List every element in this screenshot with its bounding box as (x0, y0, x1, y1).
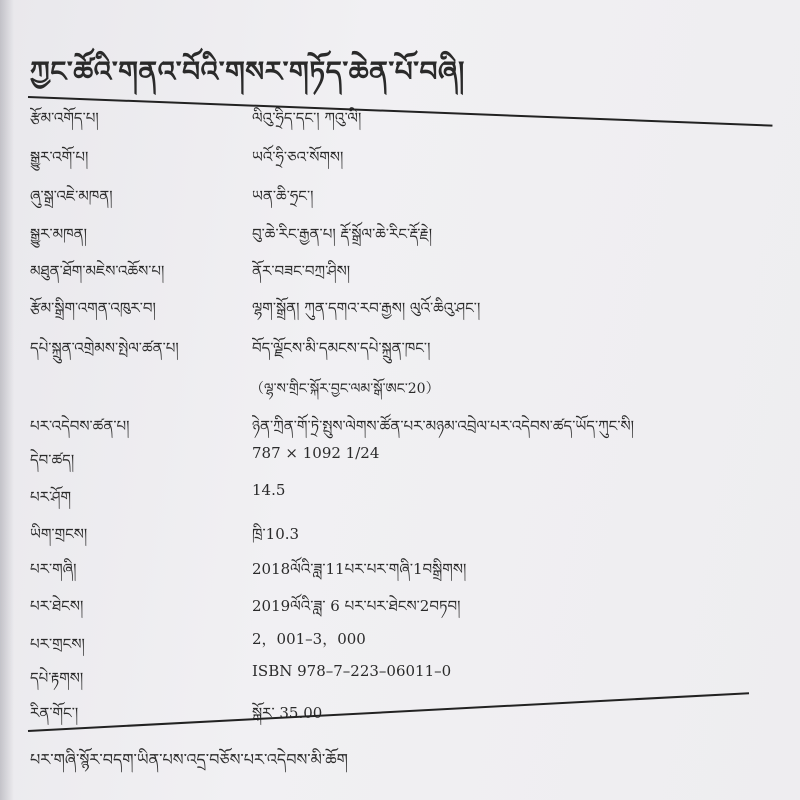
colophon-row-printer (30, 410, 780, 440)
colophon-row-responsible-editors (30, 292, 780, 322)
row-label: དཔེ་སྐྲུན་འགྲེམས་སྤེལ་ཚན་པ། (30, 339, 179, 357)
row-value: ནོར་བཟང་བཀྲ་ཤིས། (252, 262, 351, 280)
row-label: མཐུན་ཐོག་མཇེས་འཆོས་པ། (30, 262, 165, 280)
row-label: རིན་གོང་། (30, 704, 79, 722)
row-value: ISBN 978–7–223–06011–0 (252, 662, 452, 680)
colophon-row-isbn (30, 662, 780, 692)
copyright-notice: པར་གཞི་སྙོར་བདག་ཡིན་པས་འདྲ་བཅོས་པར་འདེབས་མི་ཆོག (30, 750, 348, 769)
row-label: ཡིག་གྲངས། (30, 525, 88, 543)
colophon-row-publisher (30, 332, 780, 362)
row-value: 787 × 1092 1/24 (252, 444, 380, 462)
colophon-row-printing (30, 590, 780, 620)
book-title: ཀྱང་ཚོའི་གནའ་བོའི་གསར་གཏོད་ཆེན་པོ་བཞི། (30, 55, 465, 88)
row-label: པར་འདེབས་ཚན་པ། (30, 417, 130, 435)
row-value: བོད་ལྗོངས་མི་དམངས་དཔེ་སྐྲུན་ཁང་། (252, 339, 431, 357)
row-label: པར་ཐེངས། (30, 597, 84, 615)
colophon-row-format (30, 444, 780, 474)
row-value: 2019ལོའི་ཟླ་ 6 པར་པར་ཐེངས་2བཏབ། (252, 597, 461, 615)
row-label: དཔེ་རྟགས། (30, 669, 84, 687)
row-value: ལྷག་སྒྲོན། ཀུན་དགའ་རབ་རྒྱས། ལུའོ་ཆིའུ་ཤང་། (252, 299, 481, 317)
row-value: ཡན་ཆི་ཧྲང་། (252, 187, 314, 205)
row-value: ཁྲི་10.3 (252, 525, 300, 543)
colophon-row-sheets (30, 481, 780, 511)
row-value: བུ་ཆེ་རིང་རྒྱན་པ། རྡོ་སྒྲོལ་ཆེ་རིང་རྡོ་རྗེ། (252, 225, 433, 243)
row-label: སྒྱུར་འགོ་པ། (30, 148, 89, 166)
row-label: རྩོམ་སྒྲིག་འགན་འཁུར་བ། (30, 299, 156, 317)
colophon-row-author (30, 102, 780, 132)
row-label: རྩོམ་འགོད་པ། (30, 109, 99, 127)
colophon-row-edition (30, 553, 780, 583)
row-value: 2，001–3，000 (252, 630, 366, 648)
colophon-row-word-count (30, 518, 780, 548)
row-value: ཉེན་ཀྲིན་གོ་ཏྲེ་སྤུས་ལེགས་ཚོན་པར་མཉམ་འབྲེལ་པར་འདེབས་ཚད་ཡོད་ཀུང་སི། (252, 417, 634, 435)
colophon-row-editor (30, 141, 780, 171)
row-value: ཡའོ་ཧྲི་ཅའ་སོགས། (252, 148, 344, 166)
colophon-row-designer (30, 255, 780, 285)
colophon-row-print-run (30, 628, 780, 658)
row-label: ཞུ་སྒྲ་འཇེ་མཁན། (30, 187, 113, 205)
row-label: པར་གཞི། (30, 560, 77, 578)
row-label: སྒྱུར་མཁན། (30, 225, 87, 243)
row-label: དེབ་ཚད། (30, 451, 75, 469)
row-value: 2018ལོའི་ཟླ་11པར་པར་གཞི་1བསྒྲིགས། (252, 560, 467, 578)
row-value: 14.5 (252, 481, 286, 499)
row-label: པར་ཤོག (30, 488, 72, 506)
colophon-row-translator (30, 218, 780, 248)
row-label: པར་གྲངས། (30, 635, 85, 653)
colophon-row-reviewer (30, 180, 780, 210)
publisher-address: （ལྷ་ས་གྲིང་སྐོར་བྱང་ལམ་སྒོ་ཨང་20） (250, 381, 440, 397)
row-value: སྒོར་ 35.00 (252, 704, 323, 722)
row-value: ལིའུ་ཧྲིད་དང་། ཀའུ་ལི། (252, 109, 362, 127)
